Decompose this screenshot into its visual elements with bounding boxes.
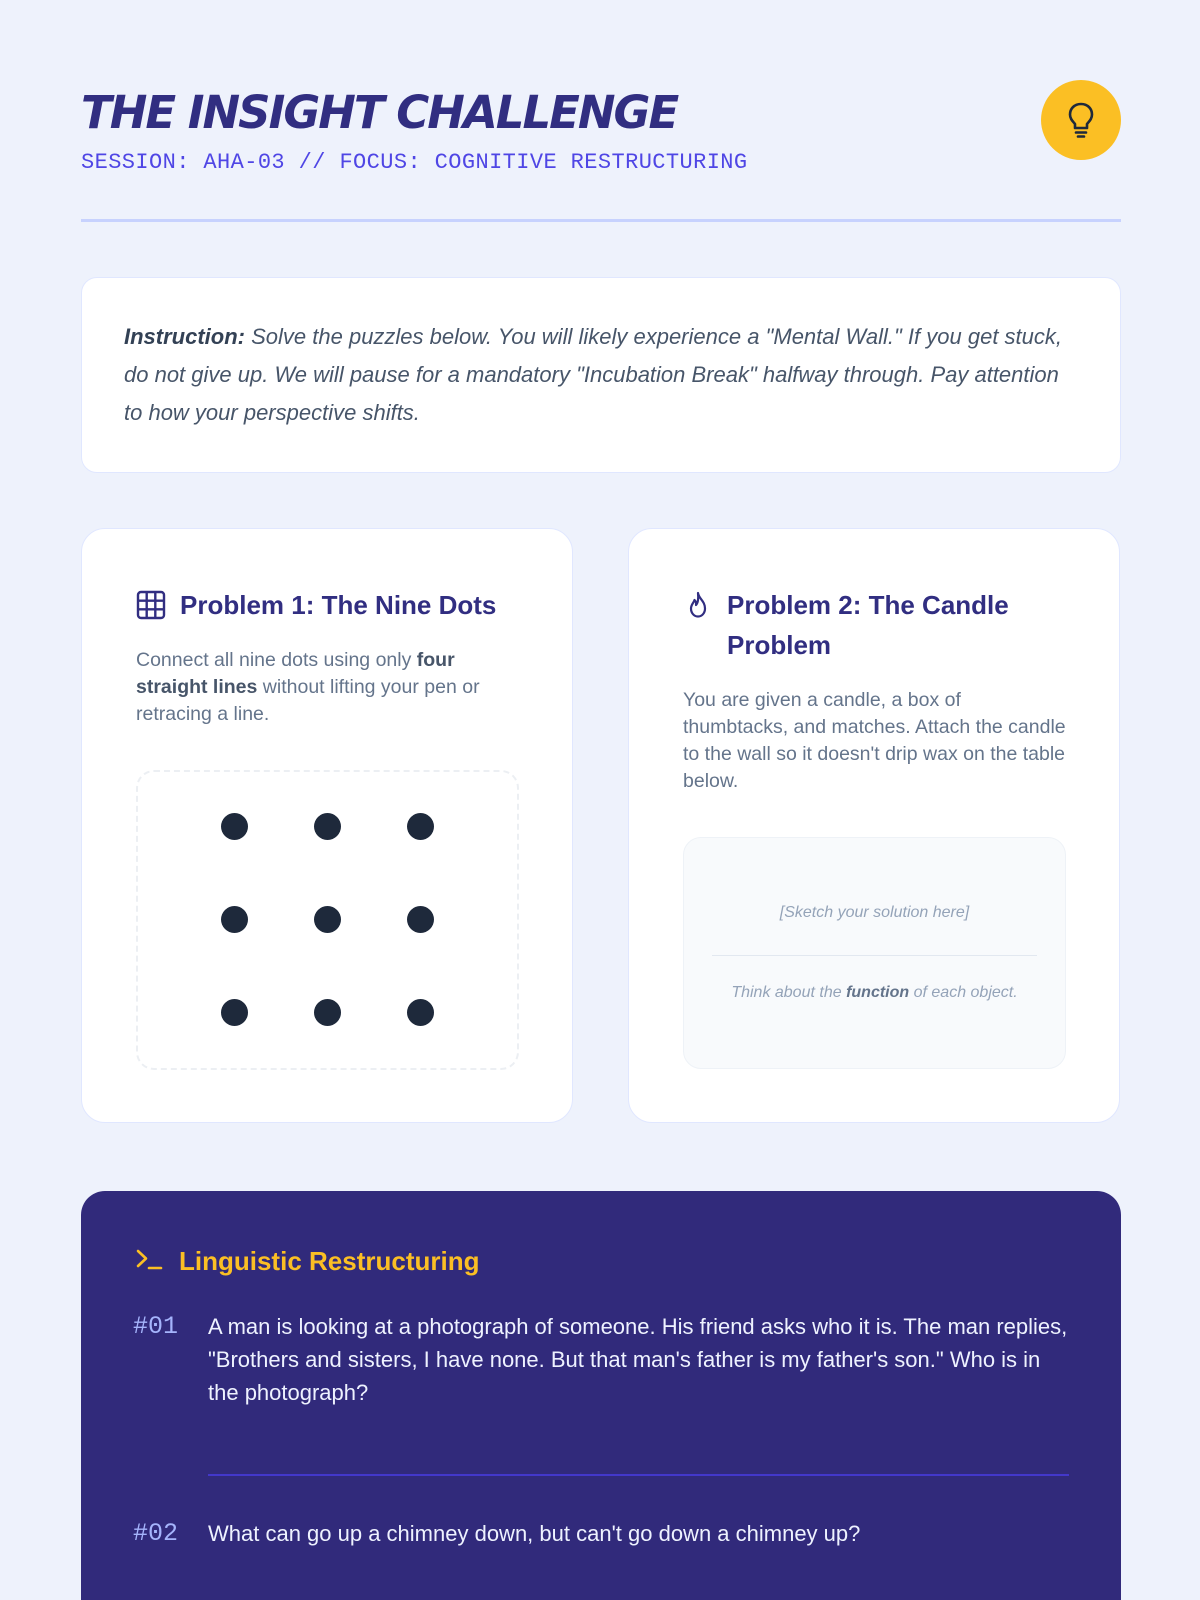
instruction-box bbox=[81, 277, 1121, 473]
problem-1-title: Problem 1: The Nine Dots bbox=[180, 590, 497, 620]
dot[interactable] bbox=[407, 813, 434, 840]
terminal-icon bbox=[135, 1246, 163, 1277]
sketch-hint: Think about the function of each object. bbox=[731, 984, 1018, 1001]
sketch-area[interactable] bbox=[683, 837, 1066, 1069]
grid-icon bbox=[136, 585, 166, 625]
header-divider bbox=[81, 219, 1121, 222]
problem-1-card bbox=[81, 528, 573, 1123]
problem-2-description: You are given a candle, a box of thumbtacks, and matches. Attach the candle to the wall so it doesn't drip wax on the table below. bbox=[683, 689, 1066, 792]
dot[interactable] bbox=[221, 906, 248, 933]
linguistic-section bbox=[81, 1191, 1121, 1600]
sketch-placeholder: [Sketch your solution here] bbox=[779, 904, 970, 921]
dot[interactable] bbox=[221, 813, 248, 840]
lightbulb-icon bbox=[1066, 101, 1096, 139]
problem-2-title: Problem 2: The Candle Problem bbox=[727, 590, 1009, 660]
question-text: A man is looking at a photograph of someone. His friend asks who it is. The man replies, "Brothers and sisters, I have none. But that man's father is my father's son." Who is in the photograph? bbox=[208, 1314, 1068, 1405]
dot[interactable] bbox=[407, 999, 434, 1026]
instruction-label: Instruction: bbox=[124, 324, 245, 349]
question-item bbox=[133, 1310, 1069, 1409]
page-header bbox=[81, 80, 1121, 224]
question-number: #02 bbox=[133, 1519, 179, 1548]
dot[interactable] bbox=[314, 906, 341, 933]
dot[interactable] bbox=[314, 999, 341, 1026]
session-subtitle: SESSION: AHA-03 // FOCUS: COGNITIVE RESTRUCTURING bbox=[81, 150, 748, 175]
nine-dots-canvas[interactable] bbox=[136, 770, 519, 1070]
lightbulb-button[interactable] bbox=[1041, 80, 1121, 160]
question-text: What can go up a chimney down, but can't go down a chimney up? bbox=[208, 1521, 861, 1546]
dot[interactable] bbox=[407, 906, 434, 933]
sketch-divider bbox=[712, 955, 1037, 956]
question-item bbox=[133, 1517, 1069, 1551]
linguistic-title: Linguistic Restructuring bbox=[179, 1246, 480, 1276]
flame-icon bbox=[683, 585, 713, 625]
instruction-text: Solve the puzzles below. You will likely experience a "Mental Wall." If you get stuck, do not give up. We will pause for a mandatory "Incubation Break" halfway through. Pay attention to how your perspective shifts. bbox=[124, 324, 1062, 425]
problem-2-card bbox=[628, 528, 1120, 1123]
question-number: #01 bbox=[133, 1312, 179, 1341]
question-divider bbox=[208, 1474, 1069, 1476]
dot[interactable] bbox=[221, 999, 248, 1026]
dot[interactable] bbox=[314, 813, 341, 840]
page-title: THE INSIGHT CHALLENGE bbox=[81, 86, 678, 139]
problem-1-description: Connect all nine dots using only four straight lines without lifting your pen or retracing a line. bbox=[136, 649, 480, 725]
